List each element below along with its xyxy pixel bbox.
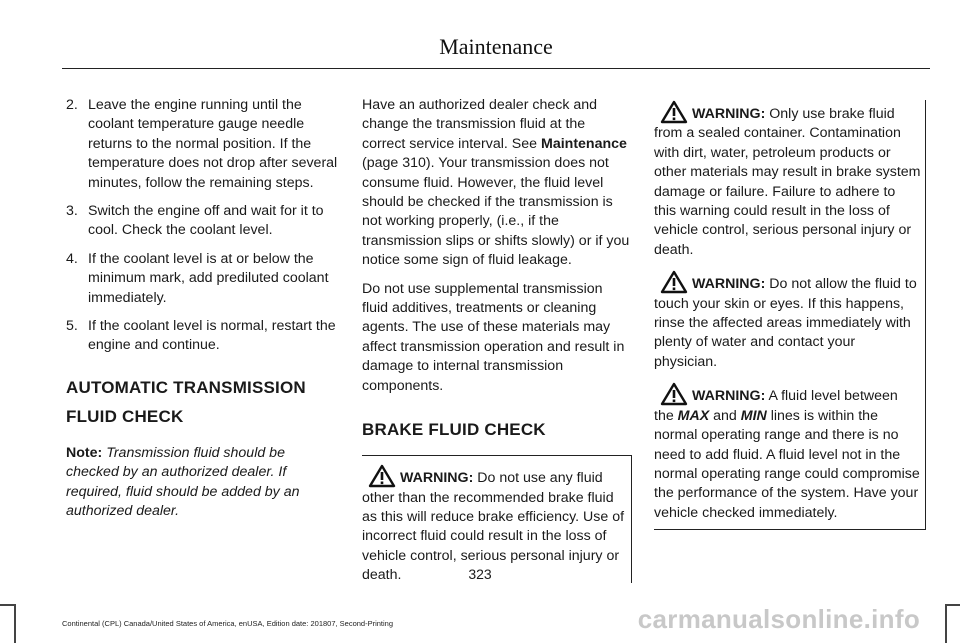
warning-label: WARNING: <box>692 276 766 293</box>
title-divider <box>62 68 930 69</box>
additives-paragraph: Do not use supplemental transmission fluid additives, treatments or cleaning agents. The use of these materials may affect transmission operation and result in damage to internal transmission components. <box>362 280 625 394</box>
step-number: 4. <box>66 250 78 267</box>
maintenance-link[interactable]: Maintenance <box>541 135 627 152</box>
coolant-steps-list <box>66 96 340 356</box>
warning-triangle-icon <box>368 464 396 488</box>
max-label: MAX <box>677 407 710 424</box>
step-text: If the coolant level is normal, restart the engine and continue. <box>88 318 336 354</box>
step-text: If the coolant level is at or below the minimum mark, add prediluted coolant immediately. <box>88 250 329 306</box>
column-right <box>654 96 926 530</box>
step-number: 5. <box>66 318 78 335</box>
list-item <box>66 96 340 193</box>
warning-text: lines is within the normal operating range and there is no need to add fluid. A fluid level not in the normal operating range could compromise the performance of the system. Have your vehicle checked immediately. <box>654 407 920 521</box>
warning-label: WARNING: <box>692 106 766 122</box>
warning-label: WARNING: <box>692 388 766 405</box>
note-label: Note: <box>66 444 103 461</box>
crop-mark <box>14 604 16 643</box>
column-left <box>66 96 340 522</box>
step-number: 3. <box>66 203 78 220</box>
list-item <box>66 202 340 241</box>
heading-line: AUTOMATIC TRANSMISSION <box>66 377 306 397</box>
step-text: Leave the engine running until the coolant temperature gauge needle returns to the normal position. If the temperature does not drop after several minutes, follow the remaining steps. <box>88 97 338 191</box>
warning-text: Do not allow the fluid to touch your skin or eyes. If this happens, rinse the affected areas immediately with plenty of water and contact your physician. <box>654 276 917 370</box>
min-label: MIN <box>740 407 767 424</box>
list-item <box>66 317 340 356</box>
page-number: 323 <box>468 566 492 582</box>
warning-text: Only use brake fluid from a sealed container. Contamination with dirt, water, petroleum products or other materials may result in brake system damage or failure. Failure to adhere to this warning could result in the loss of vehicle control, serious personal injury or death. <box>654 106 921 258</box>
warning-text: Do not use any fluid other than the recommended brake fluid as this will reduce brake efficiency. Use of incorrect fluid could result in the loss of vehicle control, serious personal injury or death. <box>362 470 625 584</box>
crop-mark <box>945 604 947 643</box>
heading-line: FLUID CHECK <box>66 406 184 426</box>
transmission-paragraph <box>362 96 632 271</box>
warning-box-brake-fluid <box>362 455 632 583</box>
column-middle <box>362 96 632 583</box>
warning-sealed-container <box>654 100 921 260</box>
crop-mark <box>946 604 960 606</box>
warning-triangle-icon <box>660 270 688 294</box>
warning-label: WARNING: <box>400 470 474 487</box>
edition-footer: Continental (CPL) Canada/United States of America, enUSA, Edition date: 201807, Second-Printing <box>62 619 394 628</box>
section-heading-transmission <box>66 376 340 428</box>
warning-text: and <box>709 407 741 424</box>
warning-fluid-level <box>654 382 921 523</box>
paragraph-text: Have an authorized dealer check and change the transmission fluid at the correct service interval. See <box>362 97 598 152</box>
warning-box-brake-fluid-handling <box>654 100 926 530</box>
section-heading-brake-fluid: BRAKE FLUID CHECK <box>362 420 546 440</box>
transmission-note <box>66 444 340 522</box>
watermark: carmanualsonline.info <box>637 604 920 634</box>
warning-text: A fluid level between the <box>654 388 898 424</box>
warning-triangle-icon <box>660 382 688 406</box>
list-item <box>66 250 340 308</box>
step-text: Switch the engine off and wait for it to cool. Check the coolant level. <box>88 203 324 239</box>
crop-mark <box>0 604 14 606</box>
step-number: 2. <box>66 97 78 113</box>
warning-triangle-icon <box>660 100 688 124</box>
warning-skin-contact <box>654 270 921 372</box>
page-title: Maintenance <box>439 34 553 59</box>
paragraph-text: (page 310). Your transmission does not consume fluid. However, the fluid level should be checked if the transmission is not working properly, (i.e., if the transmission slips or shifts slowly) or if you notice some sign of fluid leakage. <box>362 155 630 269</box>
note-text: Transmission fluid should be checked by an authorized dealer. If required, fluid should be added by an authorized dealer. <box>66 444 300 520</box>
